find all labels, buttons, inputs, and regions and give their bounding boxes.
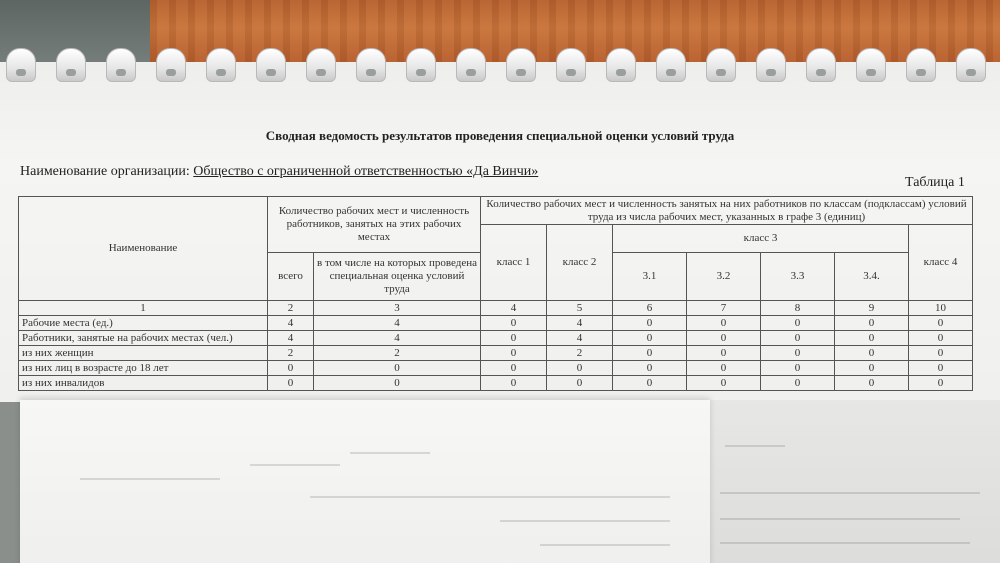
cell-value: 0 — [835, 331, 909, 346]
binding-ring — [756, 48, 786, 82]
column-numbers-row — [19, 301, 973, 316]
cell-value: 0 — [687, 376, 761, 391]
cell-value: 0 — [268, 361, 314, 376]
cell-value: 0 — [835, 361, 909, 376]
cell-value: 4 — [547, 331, 613, 346]
binding-ring — [156, 48, 186, 82]
show-through-text — [720, 542, 970, 544]
header-total: всего — [268, 253, 314, 301]
cell-value: 0 — [835, 376, 909, 391]
cell-value: 0 — [909, 316, 973, 331]
header-sub33: 3.3 — [761, 253, 835, 301]
header-workplaces-group: Количество рабочих мест и численность работников, занятых на этих рабочих местах — [268, 197, 481, 253]
underlying-sheet — [705, 400, 1000, 563]
cell-value: 0 — [481, 376, 547, 391]
binding-ring — [706, 48, 736, 82]
cell-value: 0 — [761, 361, 835, 376]
binding-ring — [6, 48, 36, 82]
binding-ring — [906, 48, 936, 82]
binding-ring — [556, 48, 586, 82]
column-number: 6 — [613, 301, 687, 316]
cell-value: 0 — [314, 361, 481, 376]
document-title: Сводная ведомость результатов проведения специальной оценки условий труда — [265, 128, 735, 143]
column-number: 1 — [19, 301, 268, 316]
cell-value: 0 — [481, 346, 547, 361]
cell-value: 0 — [687, 346, 761, 361]
binding-ring — [456, 48, 486, 82]
cell-value: 0 — [314, 376, 481, 391]
row-label: из них инвалидов — [19, 376, 268, 391]
header-sub32: 3.2 — [687, 253, 761, 301]
table-number: Таблица 1 — [905, 175, 965, 190]
cell-value: 0 — [481, 331, 547, 346]
row-label: из них женщин — [19, 346, 268, 361]
cell-value: 0 — [268, 376, 314, 391]
binding-ring — [206, 48, 236, 82]
binding-ring — [406, 48, 436, 82]
show-through-text — [540, 544, 670, 546]
binding-rings — [0, 48, 1000, 88]
header-class3: класс 3 — [613, 225, 909, 253]
cell-value: 4 — [314, 331, 481, 346]
cell-value: 0 — [613, 316, 687, 331]
row-label: из них лиц в возрасте до 18 лет — [19, 361, 268, 376]
binding-ring — [856, 48, 886, 82]
row-label: Работники, занятые на рабочих местах (чел.) — [19, 331, 268, 346]
header-name: Наименование — [19, 197, 268, 301]
cell-value: 4 — [268, 316, 314, 331]
cell-value: 0 — [909, 331, 973, 346]
cell-value: 0 — [613, 361, 687, 376]
row-label: Рабочие места (ед.) — [19, 316, 268, 331]
table-row — [19, 376, 973, 391]
binding-ring — [306, 48, 336, 82]
cell-value: 4 — [314, 316, 481, 331]
cell-value: 0 — [481, 361, 547, 376]
cell-value: 0 — [613, 331, 687, 346]
binding-ring — [606, 48, 636, 82]
cell-value: 0 — [613, 376, 687, 391]
summary-table — [18, 196, 973, 391]
show-through-text — [80, 478, 220, 480]
cell-value: 0 — [835, 316, 909, 331]
column-number: 3 — [314, 301, 481, 316]
cell-value: 0 — [909, 361, 973, 376]
show-through-text — [500, 520, 670, 522]
binding-ring — [56, 48, 86, 82]
binding-ring — [506, 48, 536, 82]
cell-value: 0 — [909, 346, 973, 361]
header-class2: класс 2 — [547, 225, 613, 301]
header-assessed: в том числе на которых проведена специальная оценка условий труда — [314, 253, 481, 301]
table-row — [19, 346, 973, 361]
header-sub34: 3.4. — [835, 253, 909, 301]
binding-ring — [806, 48, 836, 82]
cell-value: 2 — [314, 346, 481, 361]
show-through-text — [720, 518, 960, 520]
binding-ring — [256, 48, 286, 82]
cell-value: 0 — [909, 376, 973, 391]
show-through-text — [250, 464, 340, 466]
column-number: 9 — [835, 301, 909, 316]
cell-value: 0 — [687, 316, 761, 331]
header-classes-group: Количество рабочих мест и численность занятых на них работников по классам (подклассам) условий труда из числа рабочих мест, указанных в графе 3 (единиц) — [481, 197, 973, 225]
column-number: 7 — [687, 301, 761, 316]
cell-value: 2 — [268, 346, 314, 361]
cell-value: 0 — [761, 316, 835, 331]
cell-value: 0 — [687, 331, 761, 346]
cell-value: 4 — [268, 331, 314, 346]
cell-value: 0 — [761, 376, 835, 391]
column-number: 5 — [547, 301, 613, 316]
show-through-text — [725, 445, 785, 447]
column-number: 10 — [909, 301, 973, 316]
cell-value: 4 — [547, 316, 613, 331]
cell-value: 0 — [835, 346, 909, 361]
binding-ring — [656, 48, 686, 82]
cell-value: 2 — [547, 346, 613, 361]
table-row — [19, 331, 973, 346]
column-number: 8 — [761, 301, 835, 316]
cell-value: 0 — [613, 346, 687, 361]
show-through-text — [310, 496, 670, 498]
cell-value: 0 — [547, 361, 613, 376]
header-class4: класс 4 — [909, 225, 973, 301]
cell-value: 0 — [761, 346, 835, 361]
column-number: 2 — [268, 301, 314, 316]
cell-value: 0 — [481, 316, 547, 331]
organization-line — [20, 164, 538, 180]
show-through-text — [350, 452, 430, 454]
table-row — [19, 361, 973, 376]
binding-ring — [356, 48, 386, 82]
binding-ring — [106, 48, 136, 82]
cell-value: 0 — [547, 376, 613, 391]
header-class1: класс 1 — [481, 225, 547, 301]
cell-value: 0 — [761, 331, 835, 346]
overlapping-sheet — [20, 400, 710, 563]
table-row — [19, 316, 973, 331]
column-number: 4 — [481, 301, 547, 316]
binding-ring — [956, 48, 986, 82]
organization-name: Общество с ограниченной ответственностью «Да Винчи» — [193, 164, 539, 179]
header-sub31: 3.1 — [613, 253, 687, 301]
organization-label: Наименование организации: — [20, 164, 190, 179]
show-through-text — [720, 492, 980, 494]
cell-value: 0 — [687, 361, 761, 376]
